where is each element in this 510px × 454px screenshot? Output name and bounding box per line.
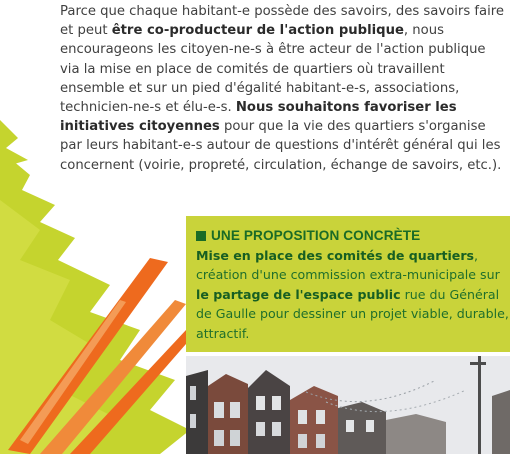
square-bullet-icon — [196, 231, 206, 241]
proposal-content — [196, 226, 510, 344]
intro-text-2: , nous encourageons les citoyen-ne-s à être acteur de l'action publique via la mise en place de comités de quartiers où travaillent ensemble et sur un pied d'égalité habitant-e-s, associations, technicien-ne-s et élu-e-s. — [60, 23, 486, 116]
intro-paragraph — [60, 2, 506, 175]
intro-bold-1: être co-producteur de l'action publique — [111, 23, 404, 39]
street-photo-image — [186, 356, 510, 454]
proposal-bold-1: Mise en place des comités de quartiers — [196, 247, 475, 263]
proposal-bold-2: le partage de l'espace public — [196, 286, 401, 302]
intro-text-3: pour que la vie des quartiers s'organise par leurs habitant-e-s autour de questions d'intérêt général qui les concernent (voirie, propreté, circulation, échange de savoirs, etc.). — [60, 119, 502, 173]
proposal-text-2: rue du Général de Gaulle pour dessiner un projet viable, durable, attractif. — [196, 286, 509, 341]
proposal-title — [196, 226, 510, 246]
green-brush-spike — [0, 120, 28, 168]
intro-bold-2: Nous souhaitons favoriser les initiatives citoyennes — [60, 100, 457, 135]
proposal-title-text: UNE PROPOSITION CONCRÈTE — [211, 228, 421, 243]
street-photo — [186, 356, 510, 454]
proposal-box — [186, 216, 510, 352]
intro-text-1: Parce que chaque habitant-e possède des savoirs, des savoirs faire et peut — [60, 4, 505, 39]
proposal-text-1: , création d'une commission extra-municipale sur — [196, 247, 500, 283]
